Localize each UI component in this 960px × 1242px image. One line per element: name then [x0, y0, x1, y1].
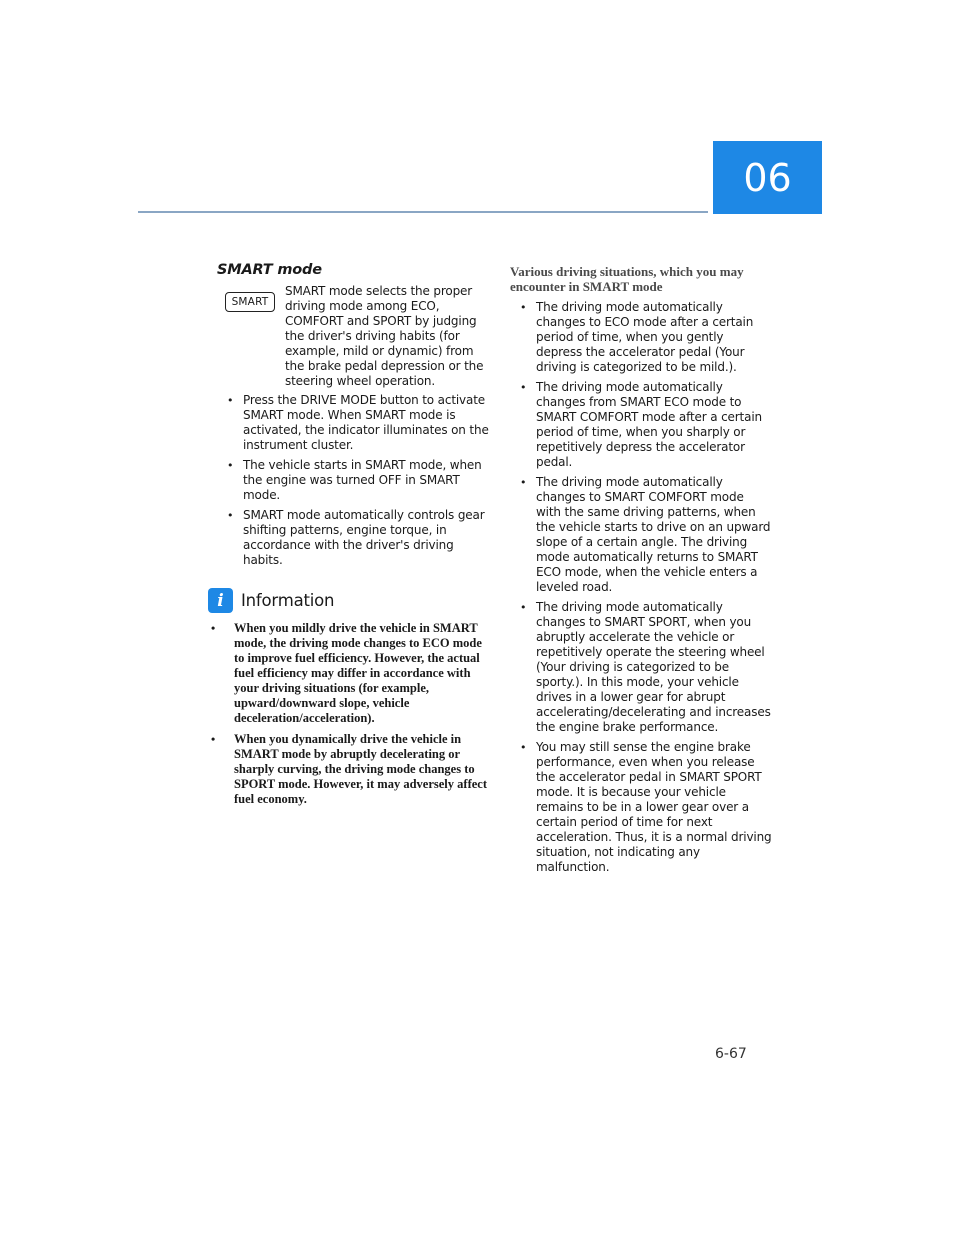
information-list [208, 621, 489, 807]
smart-badge-icon: SMART [225, 292, 275, 312]
info-icon: i [208, 588, 233, 613]
list-item: • The driving mode automatically changes to SMART COMFORT mode with the same driving patterns, when the vehicle starts to drive on an upward slope of a certain angle. The driving mode automatically returns to SMART ECO mode, when the vehicle enters a leveled road. [510, 475, 772, 595]
section-title: SMART mode [217, 262, 322, 278]
information-title: Information [241, 591, 335, 610]
info-list-item: • When you mildly drive the vehicle in SMART mode, the driving mode changes to ECO mode to improve fuel efficiency. However, the actual fuel efficiency may differ in accordance with your driving situations (for example, upward/downward slope, vehicle deceleration/acceleration). [208, 621, 489, 726]
header-rule [138, 211, 708, 213]
info-list-item: • When you dynamically drive the vehicle in SMART mode by abruptly decelerating or sharply curving, the driving mode changes to SPORT mode. However, it may adversely affect fuel economy. [208, 732, 489, 807]
driving-situations-title: Various driving situations, which you may encounter in SMART mode [510, 264, 744, 294]
list-item: • The vehicle starts in SMART mode, when the engine was turned OFF in SMART mode. [217, 458, 489, 503]
smart-bullet-list [217, 393, 489, 568]
list-item: • The driving mode automatically changes from SMART ECO mode to SMART COMFORT mode after a certain period of time, when you sharply or repetitively depress the accelerator pedal. [510, 380, 772, 470]
list-item: • The driving mode automatically changes to ECO mode after a certain period of time, when you gently depress the accelerator pedal (Your driving is categorized to be mild.). [510, 300, 772, 375]
list-item: • The driving mode automatically changes to SMART SPORT, when you abruptly accelerate the vehicle or repetitively operate the steering wheel (Your driving is categorized to be sporty.). In this mode, your vehicle drives in a lower gear for abrupt accelerating/decelerating and increases the engine brake performance. [510, 600, 772, 735]
right-column [510, 262, 772, 880]
smart-mode-description [217, 284, 489, 389]
page-number: 6-67 [715, 1046, 747, 1062]
smart-intro-text: SMART mode selects the proper driving mode among ECO, COMFORT and SPORT by judging the driver's driving habits (for example, mild or dynamic) from the brake pedal depression or the steering wheel operation. [285, 284, 484, 388]
chapter-tab: 06 [713, 141, 822, 214]
list-item: • You may still sense the engine brake performance, even when you release the accelerator pedal in SMART SPORT mode. It is because your vehicle remains to be in a lower gear over a certain period of time for next acceleration. Thus, it is a normal driving situation, not indicating any malfunction. [510, 740, 772, 875]
information-header [208, 588, 489, 613]
list-item: • Press the DRIVE MODE button to activate SMART mode. When SMART mode is activated, the indicator illuminates on the instrument cluster. [217, 393, 489, 453]
driving-situations-list [510, 300, 772, 875]
left-column [217, 262, 489, 813]
list-item: • SMART mode automatically controls gear shifting patterns, engine torque, in accordance with the driver's driving habits. [217, 508, 489, 568]
